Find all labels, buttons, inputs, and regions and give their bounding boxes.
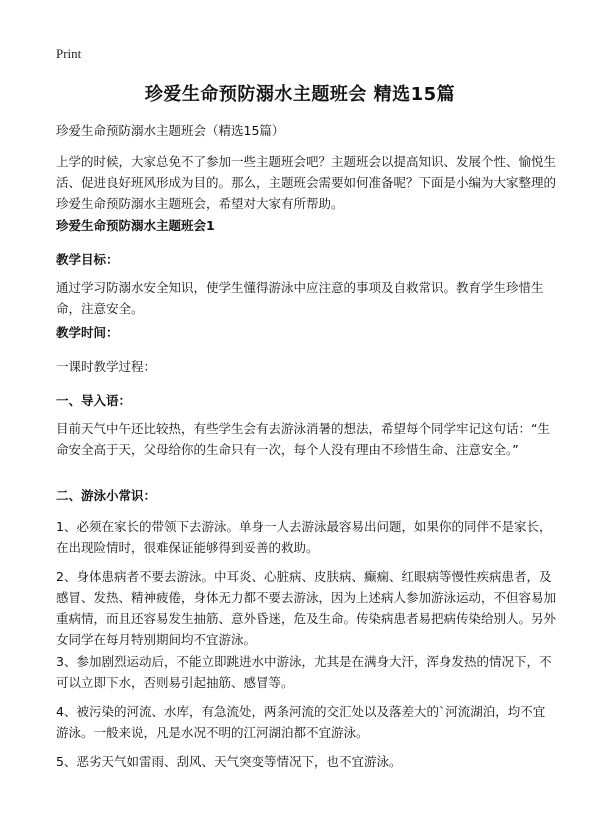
tips-heading: 二、游泳小常识： [56,488,157,503]
tip-item: 4、被污染的河流、水库，有急流处，两条河流的交汇处以及落差大的`河流湖泊，均不宜游泳。一般来说，凡是水况不明的江河湖泊都不宜游泳。 [56,704,546,740]
tip-item: 3、参加剧烈运动后，不能立即跳进水中游泳，尤其是在满身大汗，浑身发热的情况下，不可以立即下水，否则易引起抽筋、感冒等。 [56,654,552,690]
tip-item: 5、恶劣天气如雷雨、刮风、天气突变等情况下，也不宜游泳。 [56,754,402,769]
goal-paragraph: 通过学习防溺水安全知识，使学生懂得游泳中应注意的事项及自救常识。教育学生珍惜生命，注意安全。 [56,280,544,316]
page-subtitle: 珍爱生命预防溺水主题班会（精选15篇） [56,123,285,138]
page-title: 珍爱生命预防溺水主题班会 精选15篇 [144,84,456,105]
intro-paragraph: 上学的时候，大家总免不了参加一些主题班会吧？主题班会以提高知识、发展个性、愉悦生活、促进良好班风形成为目的。那么，主题班会需要如何准备呢？下面是小编为大家整理的珍爱生命预防溺水主题班会，希望对大家有所帮助。 [56,154,557,211]
tip-item: 1、必须在家长的带领下去游泳。单身一人去游泳最容易出问题，如果你的同伴不是家长，在出现险情时，很难保证能够得到妥善的救助。 [56,519,552,555]
tip-item: 2、身体患病者不要去游泳。中耳炎、心脏病、皮肤病、癫痫、红眼病等慢性疾病患者，及感冒、发热、精神疲倦，身体无力都不要去游泳，因为上述病人参加游泳运动，不但容易加重病情，而且还容易发生抽筋、意外昏迷，危及生命。传染病患者易把病传染给别人。另外女同学在每月特别期间均不宜游泳。 [56,569,557,647]
intro-lead-paragraph: 目前天气中午还比较热，有些学生会有去游泳消暑的想法，希望每个同学牢记这句话：“生命安全高于天，父母给你的生命只有一次，每个人没有理由不珍惜生命、注意安全。” [56,421,550,457]
time-paragraph: 一课时教学过程： [56,359,157,374]
section-title: 珍爱生命预防溺水主题班会1 [56,218,215,233]
print-link[interactable]: Print [56,46,82,61]
time-heading: 教学时间： [56,325,119,340]
goal-heading: 教学目标： [56,252,119,267]
intro-heading: 一、导入语： [56,393,132,408]
